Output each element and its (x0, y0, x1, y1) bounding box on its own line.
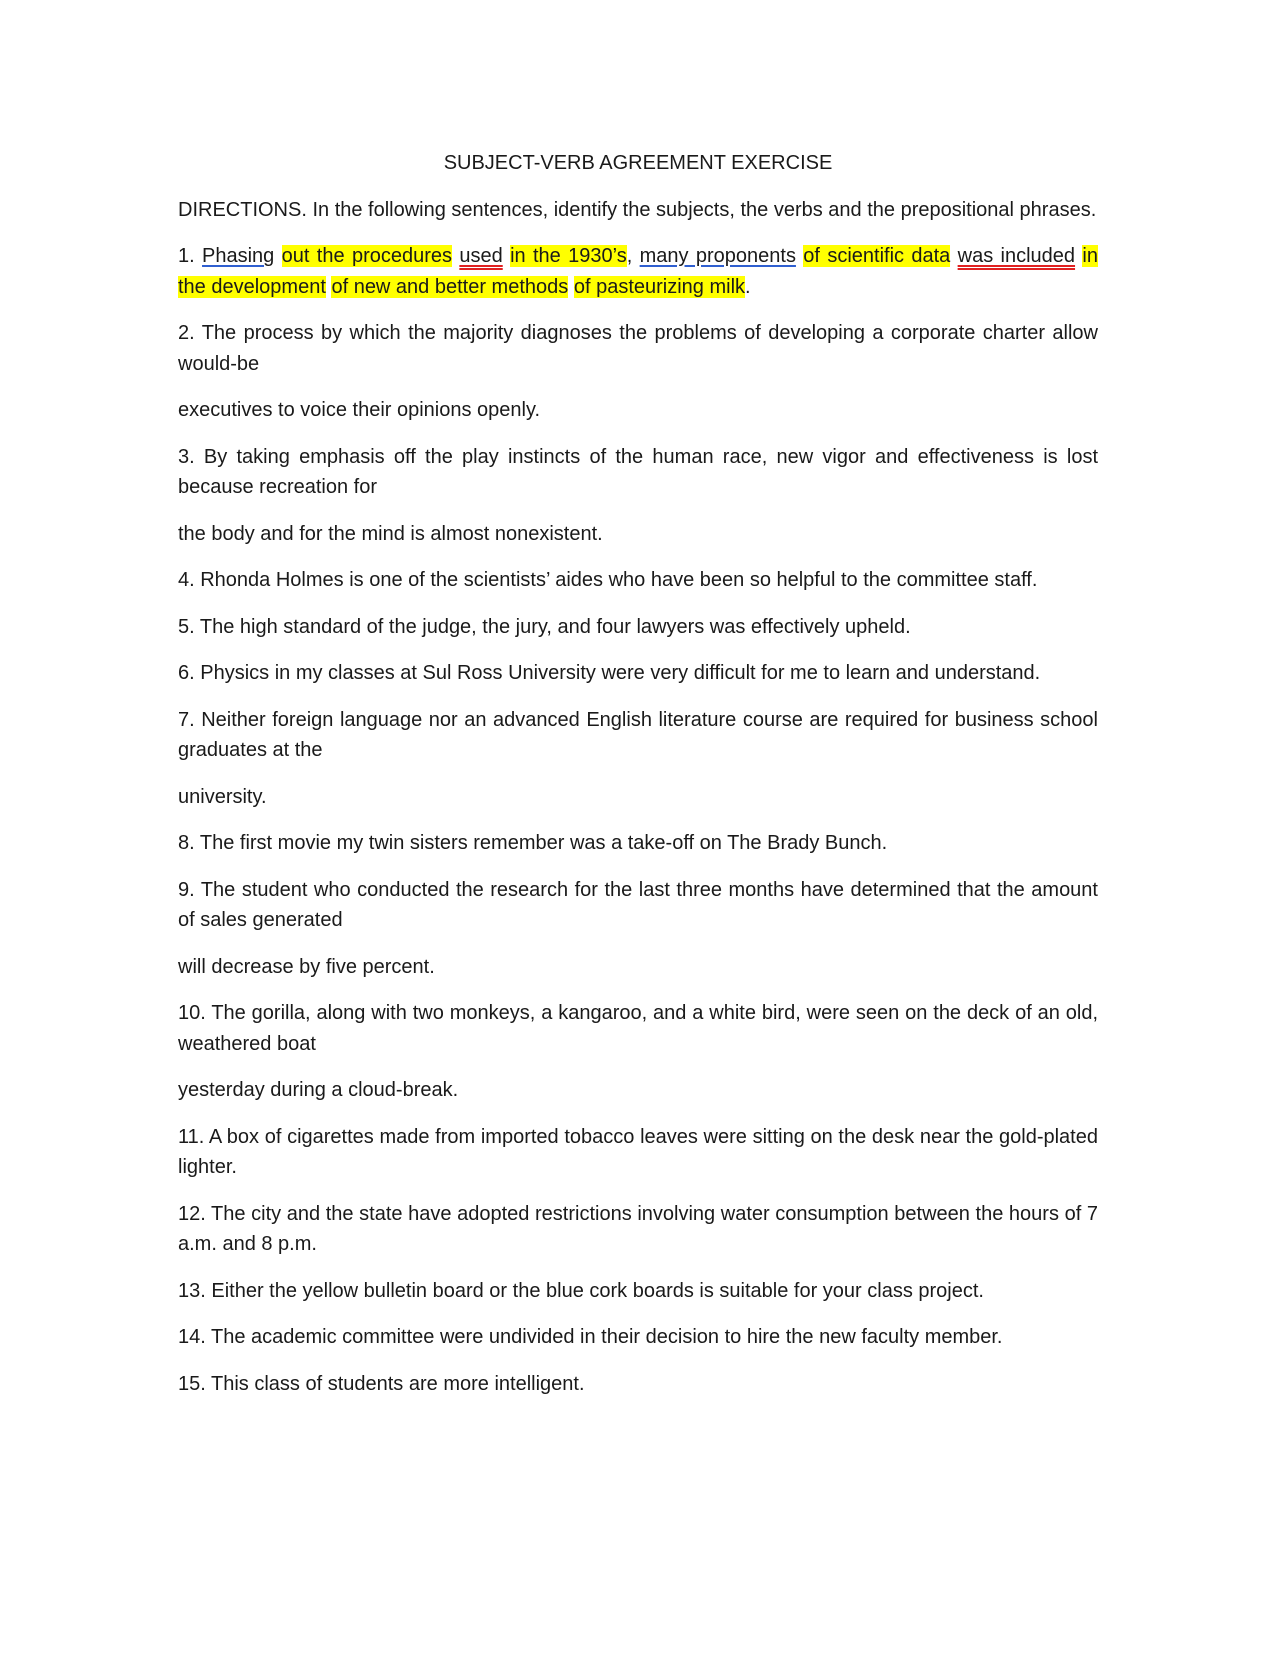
sentence-1 (178, 241, 1098, 302)
sentence-9-continuation: will decrease by five percent. (178, 955, 435, 978)
prepositional-phrase-highlight: in the 1930’s (510, 245, 627, 267)
prepositional-phrase-highlight: of pasteurizing milk (573, 275, 746, 298)
sentence-2-continuation: executives to voice their opinions openly. (178, 399, 541, 421)
sentence-8: 8. The first movie my twin sisters remember was a take-off on The Brady Bunch. (178, 832, 888, 854)
prepositional-phrase-highlight: of scientific data (803, 245, 951, 267)
sentence-11: 11. A box of cigarettes made from imported tobacco leaves were sitting on the desk near the gold-plated lighter. (178, 1125, 1098, 1178)
subject-underline: many proponents (639, 245, 796, 267)
prepositional-phrase-highlight: of new and better methods (331, 275, 569, 298)
verb-underline: used (459, 245, 503, 267)
sentence-10-continuation: yesterday during a cloud-break. (178, 1079, 459, 1101)
document-page (178, 148, 1098, 1415)
document-title: SUBJECT-VERB AGREEMENT EXERCISE (443, 152, 833, 174)
sentence-7: 7. Neither foreign language nor an advanced English literature course are required for business school graduates at the (178, 708, 1098, 761)
sentence-number: 1. (178, 245, 195, 267)
sentence-15: 15. This class of students are more intelligent. (178, 1372, 585, 1395)
sentence-12: 12. The city and the state have adopted restrictions involving water consumption between the hours of 7 a.m. and 8 p.m. (178, 1202, 1098, 1255)
sentence-2: 2. The process by which the majority diagnoses the problems of developing a corporate charter allow would-be (178, 322, 1098, 375)
prepositional-phrase-highlight: in the development (178, 245, 1098, 298)
verb-underline: was included (957, 245, 1076, 267)
directions-paragraph: DIRECTIONS. In the following sentences, identify the subjects, the verbs and the prepositional phrases. (178, 198, 1097, 221)
sentence-10: 10. The gorilla, along with two monkeys, a kangaroo, and a white bird, were seen on the deck of an old, weathered boat (178, 1002, 1098, 1055)
prepositional-phrase-highlight: out the procedures (281, 245, 453, 267)
sentence-3-continuation: the body and for the mind is almost nonexistent. (178, 522, 603, 545)
punctuation: , (626, 245, 633, 267)
sentence-14: 14. The academic committee were undivided in their decision to hire the new faculty member. (178, 1326, 1003, 1348)
sentence-6: 6. Physics in my classes at Sul Ross University were very difficult for me to learn and understand. (178, 662, 1041, 684)
sentence-4: 4. Rhonda Holmes is one of the scientists’ aides who have been so helpful to the committee staff. (178, 569, 1038, 591)
sentence-9: 9. The student who conducted the research for the last three months have determined that the amount of sales generated (178, 878, 1098, 931)
punctuation: . (745, 275, 751, 298)
subject-underline: Phasing (202, 245, 275, 267)
sentence-5: 5. The high standard of the judge, the jury, and four lawyers was effectively upheld. (178, 615, 911, 638)
sentence-7-continuation: university. (178, 785, 267, 808)
sentence-3: 3. By taking emphasis off the play instincts of the human race, new vigor and effectiveness is lost because recreation for (178, 445, 1098, 498)
sentence-13: 13. Either the yellow bulletin board or the blue cork boards is suitable for your class project. (178, 1279, 984, 1302)
